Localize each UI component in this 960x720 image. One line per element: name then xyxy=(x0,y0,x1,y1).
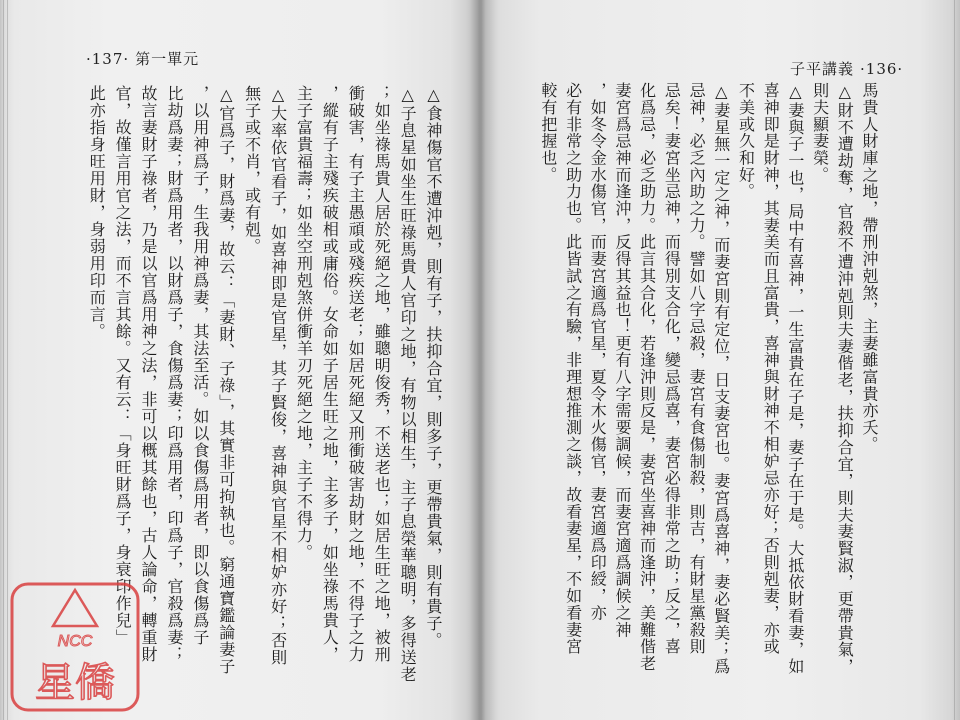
watermark-stamp xyxy=(8,580,142,714)
text-column: 官，故僅言用官之法，而不言其餘。又有云：「身旺財爲子，身衰印作兒」 xyxy=(113,85,133,646)
text-column: ；如坐祿馬貴人居於死絕之地，雖聰明俊秀，不送老也；如居生旺之地，被刑 xyxy=(372,85,392,663)
body-text xyxy=(535,82,881,675)
text-column: 喜神即是財神，其妻美而且富貴，喜神與財神不相妒忌亦好；否則剋妻，亦或 xyxy=(761,82,781,655)
page-header xyxy=(790,58,903,79)
text-column: △食神傷官不遭沖剋，則有子，扶抑合宜，則多子，更帶貴氣，則有貴子。 xyxy=(424,85,443,649)
text-column: △財不遭劫奪，官殺不遭沖剋則夫妻偕老，扶抑合宜，則夫妻賢淑，更帶貴氣， xyxy=(835,82,855,675)
section-title: 第一單元 xyxy=(135,50,200,68)
text-column: △子息星如坐生旺祿馬貴人官印之地，有物以相生，主子息榮華聰明，多得送老 xyxy=(398,85,418,683)
text-column: 則夫顯妻榮。 xyxy=(810,82,830,184)
text-column: 衝破害，有子主愚頑或殘疾送老；如居死絕又刑衝破害劫財之地，不得子之力 xyxy=(346,85,366,663)
stamp-text-top: NCC xyxy=(57,633,93,650)
text-column: 妻宮爲忌神而逢沖，反得其益也！更有八字需要調候，而妻宮適爲調候之神 xyxy=(612,82,632,639)
stamp-triangle-icon xyxy=(53,590,97,626)
text-column: △大率依官看子，如喜神即是官星，其子賢俊，喜神與官星不相妒亦好；否則 xyxy=(268,85,288,666)
text-column: 忌矣！妻宮坐忌神，而得別支合化，變忌爲喜，妻宮必得非常之助；反之，喜 xyxy=(662,82,682,655)
text-column: 必有非常之助力也。此皆試之有驗，非理想推測之談，故看妻星，不如看妻宮 xyxy=(563,82,583,655)
text-column: △妻星無一定之神，而妻宮則有定位，日支妻宮也。妻宮爲喜神，妻必賢美；爲 xyxy=(711,82,731,675)
page-header xyxy=(86,48,199,69)
text-column: 不美或久和好。 xyxy=(736,82,756,200)
text-column: △妻與子一也，局中有喜神，一生富貴在子是，妻子在于是。大抵依財看妻，如 xyxy=(785,82,805,675)
text-column: ，以用神爲子，生我用神爲妻，其法至活。如以食傷爲用者，即以食傷爲子 xyxy=(190,85,210,646)
page-number: ·137· xyxy=(86,50,130,68)
text-column: 故言妻財子祿者，乃是以官爲用神之法，非可以概其餘也，古人論命，轉重財 xyxy=(139,85,159,663)
text-column: 較有把握也。 xyxy=(538,82,558,184)
book-title: 子平講義 xyxy=(790,60,855,78)
text-column: △官爲子，財爲妻，故云：「妻財、子祿」，其實非可拘執也。窮通寶鑑論妻子 xyxy=(216,85,236,675)
text-column: 化爲忌，必乏助力。此言其合化，若逢沖則反是，妻宮坐喜神而逢沖，美難偕老 xyxy=(637,82,657,672)
page-number: ·136· xyxy=(860,60,904,78)
text-column: ，縱有子主殘疾破相或庸俗。女命如子居生旺之地，主多子，如坐祿馬貴人， xyxy=(320,85,340,663)
text-column: 無子或不肖，或有剋。 xyxy=(242,85,262,255)
text-column: 比劫爲妻；財爲用者，以財爲子，食傷爲妻；印爲用者，印爲子，官殺爲妻； xyxy=(164,85,184,663)
text-column: 此亦指身旺用財，身弱用印而言。 xyxy=(87,85,107,340)
text-column: 主子富貴福壽；如坐空刑剋煞併衝羊刃死絕之地，主子不得力。 xyxy=(294,85,314,561)
text-column: ，如冬令金水傷官，而妻宮適爲官星，夏令木火傷官，妻宮適爲印綬，亦 xyxy=(588,82,608,622)
text-column: 馬貴人財庫之地，帶刑沖剋煞，主妻雖富貴亦夭。 xyxy=(860,82,879,453)
stamp-text-bottom: 星僑 xyxy=(35,660,115,706)
text-column: 忌神，必乏內助之力。譬如八字忌殺，妻宮有食傷制殺，則吉，有財星黨殺則 xyxy=(687,82,707,655)
